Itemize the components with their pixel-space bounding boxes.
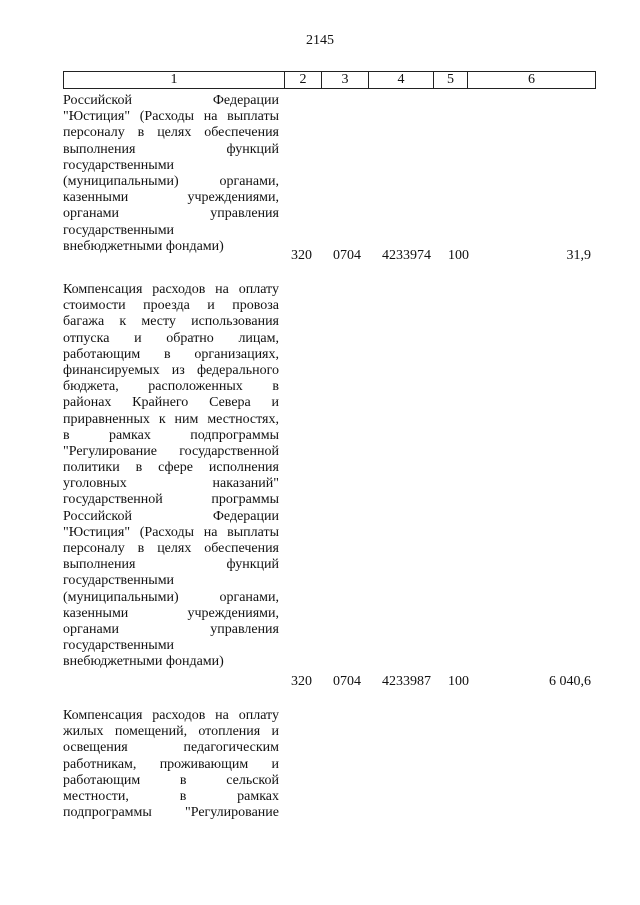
description-line: работающим в сельской <box>63 772 279 788</box>
description-line: выполнения функций <box>63 141 279 157</box>
description-line: "Регулирование государственной <box>63 443 279 459</box>
description-line: (муниципальными) органами, <box>63 589 279 605</box>
description-line: стоимости проезда и провоза <box>63 298 279 314</box>
description-line: государственными <box>63 157 175 173</box>
row-2-col-4: 4233987 <box>382 674 431 689</box>
description-line: государственными <box>63 222 175 238</box>
description-line: уголовных наказаний" <box>63 476 279 492</box>
description-line: багажа к месту использования <box>63 314 279 330</box>
description-line: внебюджетными фондами) <box>63 654 224 670</box>
description-line: казенными учреждениями, <box>63 190 279 206</box>
description-line: Российской Федерации <box>63 508 279 524</box>
description-line: органами управления <box>63 621 279 637</box>
description-line: работникам, проживающим и <box>63 756 279 772</box>
header-col-5: 5 <box>434 72 468 89</box>
description-line: приравненных к ним местностях, <box>63 411 279 427</box>
description-line: финансируемых из федерального <box>63 362 279 378</box>
description-line: отпуска и обратно лицам, <box>63 330 279 346</box>
description-line: государственной программы <box>63 492 279 508</box>
description-line: выполнения функций <box>63 557 279 573</box>
description-line: (муниципальными) органами, <box>63 173 279 189</box>
description-line: районах Крайнего Севера и <box>63 395 279 411</box>
description-line: жилых помещений, отопления и <box>63 724 279 740</box>
row-1-col-3: 0704 <box>333 248 361 263</box>
description-line: "Юстиция" (Расходы на выплаты <box>63 109 279 125</box>
row-2-description <box>63 282 279 671</box>
header-col-2: 2 <box>285 72 322 89</box>
row-1-col-4: 4233974 <box>382 248 431 263</box>
row-2-col-5: 100 <box>448 674 469 689</box>
row-1-col-5: 100 <box>448 248 469 263</box>
description-line: государственными <box>63 573 175 589</box>
description-line: Компенсация расходов на оплату <box>63 708 279 723</box>
description-line: "Юстиция" (Расходы на выплаты <box>63 524 279 540</box>
row-2-col-3: 0704 <box>333 674 361 689</box>
description-line: персоналу в целях обеспечения <box>63 125 279 141</box>
description-line: политики в сфере исполнения <box>63 460 279 476</box>
description-line: подпрограммы "Регулирование <box>63 805 279 821</box>
row-2-col-2: 320 <box>291 674 312 689</box>
row-2-col-6: 6 040,6 <box>549 674 591 689</box>
header-col-1: 1 <box>64 72 285 89</box>
description-line: освещения педагогическим <box>63 740 279 756</box>
row-3-description <box>63 708 279 821</box>
description-line: казенными учреждениями, <box>63 605 279 621</box>
row-1-description <box>63 93 279 255</box>
description-line: Компенсация расходов на оплату <box>63 282 279 297</box>
row-1-col-6: 31,9 <box>566 248 591 263</box>
description-line: местности, в рамках <box>63 788 279 804</box>
description-line: органами управления <box>63 206 279 222</box>
header-col-6: 6 <box>468 72 596 89</box>
description-line: Российской Федерации <box>63 93 279 108</box>
description-line: работающим в организациях, <box>63 346 279 362</box>
header-col-3: 3 <box>322 72 369 89</box>
description-line: в рамках подпрограммы <box>63 427 279 443</box>
table-header <box>63 71 596 89</box>
header-col-4: 4 <box>369 72 434 89</box>
description-line: бюджета, расположенных в <box>63 379 279 395</box>
page-number: 2145 <box>306 33 334 48</box>
description-line: персоналу в целях обеспечения <box>63 541 279 556</box>
description-line: государственными <box>63 638 175 654</box>
description-line: внебюджетными фондами) <box>63 238 224 254</box>
row-1-col-2: 320 <box>291 248 312 263</box>
